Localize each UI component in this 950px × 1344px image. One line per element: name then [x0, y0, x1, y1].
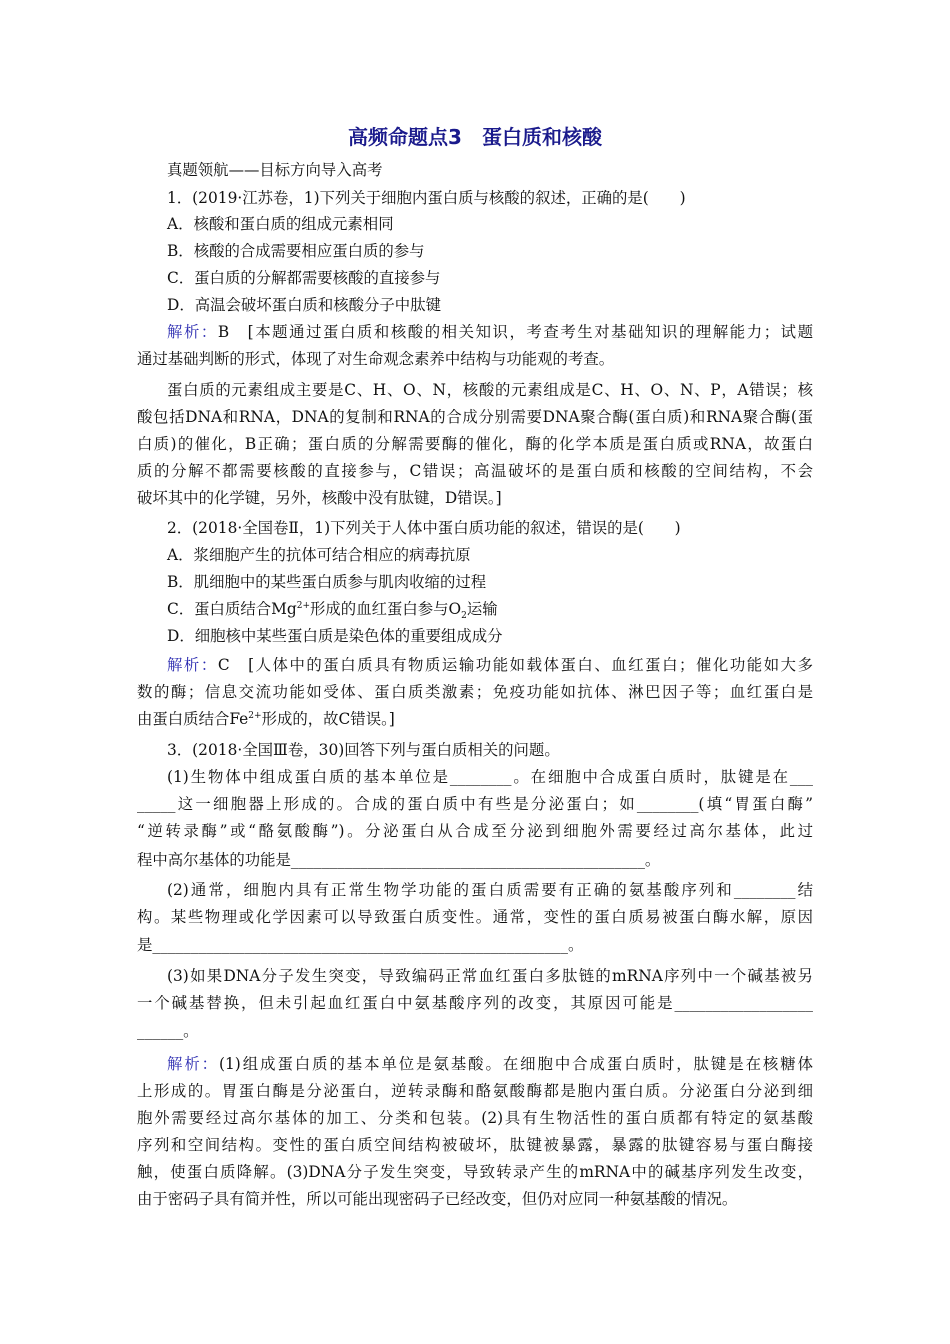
q1-option-c: C．蛋白质的分解都需要核酸的直接参与 [167, 269, 441, 287]
q1-explanation-line: 质的分解不都需要核酸的直接参与，C错误；高温破坏的是蛋白质和核酸的空间结构，不会 [137, 462, 813, 480]
q1-explanation-line: 破坏其中的化学键，另外，核酸中没有肽键，D错误。] [137, 489, 502, 507]
q1-option-d: D．高温会破坏蛋白质和核酸分子中肽键 [167, 296, 441, 314]
q2-option-c-text: C．蛋白质结合Mg [167, 600, 297, 618]
q2-option-c-text: 运输 [466, 600, 498, 618]
q3-answer-line [167, 1054, 813, 1074]
q2-option-c-superscript: 2+ [296, 600, 311, 611]
q3-line: _____这一细胞器上形成的。合成的蛋白质中有些是分泌蛋白；如________(填“胃蛋白酶” [137, 795, 813, 813]
q2-answer-text: 形成的，故C错误。] [261, 710, 395, 728]
q2-answer-line-3 [137, 709, 395, 729]
q2-option-d: D．细胞核中某些蛋白质是染色体的重要组成成分 [167, 627, 503, 645]
q1-option-b: B．核酸的合成需要相应蛋白质的参与 [167, 242, 425, 260]
q3-line: ______。 [137, 1022, 199, 1040]
section-heading: 真题领航——目标方向导入高考 [167, 161, 383, 179]
q2-answer-label: 解析： [167, 656, 218, 674]
q3-answer-line: 上形成的。胃蛋白酶是分泌蛋白，逆转录酶和酪氨酸酶都是胞内蛋白质。分泌蛋白分泌到细 [137, 1082, 813, 1100]
q3-answer-line: 序列和空间结构。变性的蛋白质空间结构被破坏，肽键被暴露，暴露的肽键容易与蛋白酶接 [137, 1136, 813, 1154]
q1-stem: 1．(2019·江苏卷，1)下列关于细胞内蛋白质与核酸的叙述，正确的是( ) [167, 189, 686, 207]
q1-explanation-line: 酸包括DNA和RNA，DNA的复制和RNA的合成分别需要DNA聚合酶(蛋白质)和RNA聚合酶(蛋 [137, 408, 813, 426]
q3-line: (3)如果DNA分子发生突变，导致编码正常血红蛋白多肽链的mRNA序列中一个碱基被另 [167, 967, 813, 985]
q2-option-b: B．肌细胞中的某些蛋白质参与肌肉收缩的过程 [167, 573, 487, 591]
q3-stem: 3．(2018·全国Ⅲ卷，30)回答下列与蛋白质相关的问题。 [167, 741, 560, 759]
q3-line: 程中高尔基体的功能是______________________________________________。 [137, 851, 661, 869]
q2-option-c [167, 599, 498, 622]
q3-line: “逆转录酶”或“酪氨酸酶”)。分泌蛋白从合成至分泌到细胞外需要经过高尔基体，此过 [137, 822, 813, 840]
q1-explanation-line: 蛋白质的元素组成主要是C、H、O、N，核酸的元素组成是C、H、O、N、P，A错误；核 [167, 381, 813, 399]
q2-option-c-subscript: 2 [461, 611, 467, 622]
q2-answer-text: 由蛋白质结合Fe [137, 710, 249, 728]
q1-answer-text: B [本题通过蛋白质和核酸的相关知识，考查考生对基础知识的理解能力；试题 [217, 323, 813, 341]
q2-option-a: A．浆细胞产生的抗体可结合相应的病毒抗原 [167, 546, 471, 564]
q1-answer-label: 解析： [167, 323, 218, 341]
q3-answer-line: 由于密码子具有简并性，所以可能出现密码子已经改变，但仍对应同一种氨基酸的情况。 [137, 1190, 738, 1208]
q2-answer-line [167, 655, 813, 675]
q2-answer-line-2: 数的酶；信息交流功能如受体、蛋白质类激素；免疫功能如抗体、淋巴因子等；血红蛋白是 [137, 683, 813, 701]
q3-line: 一个碱基替换，但未引起血红蛋白中氨基酸序列的改变，其原因可能是__________________ [137, 994, 813, 1012]
q3-line: (2)通常，细胞内具有正常生物学功能的蛋白质需要有正确的氨基酸序列和________结 [167, 881, 813, 899]
q1-answer-line [167, 322, 813, 342]
q3-answer-line: 触，使蛋白质降解。(3)DNA分子发生突变，导致转录产生的mRNA中的碱基序列发生改变， [137, 1163, 813, 1181]
q1-answer-line-2: 通过基础判断的形式，体现了对生命观念素养中结构与功能观的考查。 [137, 350, 615, 368]
q3-line: (1)生物体中组成蛋白质的基本单位是________。在细胞中合成蛋白质时，肽键是在___ [167, 768, 813, 786]
q3-answer-line: 胞外需要经过高尔基体的加工、分类和包装。(2)具有生物活性的蛋白质都有特定的氨基酸 [137, 1109, 813, 1127]
q3-answer-label: 解析： [167, 1055, 220, 1073]
q2-option-c-text: 形成的血红蛋白参与O [310, 600, 462, 618]
q2-answer-text: C [人体中的蛋白质具有物质运输功能如载体蛋白、血红蛋白；催化功能如大多 [217, 656, 813, 674]
q2-answer-superscript: 2+ [248, 710, 262, 721]
page-title: 高频命题点3 蛋白质和核酸 [348, 125, 602, 149]
q1-option-a: A．核酸和蛋白质的组成元素相同 [167, 215, 394, 233]
q2-stem: 2．(2018·全国卷Ⅱ，1)下列关于人体中蛋白质功能的叙述，错误的是( ) [167, 519, 681, 537]
q1-explanation-line: 白质)的催化，B正确；蛋白质的分解需要酶的催化，酶的化学本质是蛋白质或RNA，故蛋白 [137, 435, 813, 453]
q3-line: 是______________________________________________________。 [137, 936, 584, 954]
q3-line: 构。某些物理或化学因素可以导致蛋白质变性。通常，变性的蛋白质易被蛋白酶水解，原因 [137, 908, 813, 926]
q3-answer-text: (1)组成蛋白质的基本单位是氨基酸。在细胞中合成蛋白质时，肽键是在核糖体 [219, 1055, 813, 1073]
